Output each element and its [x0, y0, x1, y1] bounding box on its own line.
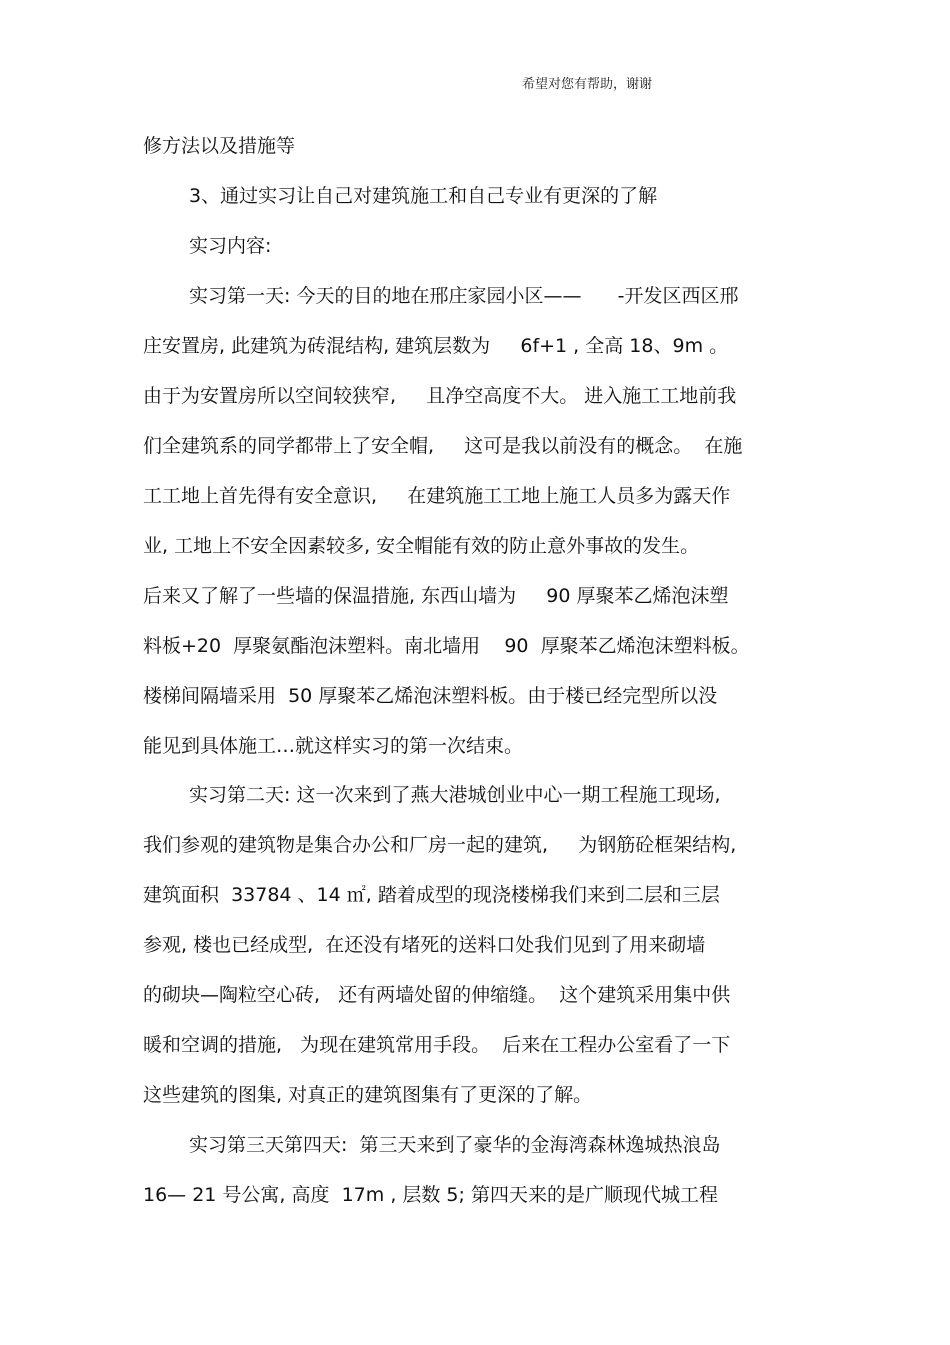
- text-line: 这些建筑的图集, 对真正的建筑图集有了更深的了解。: [143, 1084, 593, 1106]
- text-line: 们全建筑系的同学都带上了安全帽, 这可是我以前没有的概念。 在施: [143, 435, 743, 457]
- text-line: 料板+20 厚聚氨酯泡沫塑料。南北墙用 90 厚聚苯乙烯泡沫塑料板。: [143, 635, 750, 657]
- text-line: 修方法以及措施等: [143, 135, 296, 157]
- text-line: 后来又了解了一些墙的保温措施, 东西山墙为 90 厚聚苯乙烯泡沫塑: [143, 585, 729, 607]
- text-line: 我们参观的建筑物是集合办公和厂房一起的建筑, 为钢筋砼框架结构,: [143, 834, 737, 856]
- text-line: 建筑面积 33784 、14 ㎡, 踏着成型的现浇楼梯我们来到二层和三层: [143, 884, 720, 906]
- text-line: 工工地上首先得有安全意识, 在建筑施工工地上施工人员多为露天作: [143, 485, 731, 507]
- text-line: 3、通过实习让自己对建筑施工和自己专业有更深的了解: [189, 185, 658, 207]
- text-line: 由于为安置房所以空间较狭窄, 且净空高度不大。 进入施工工地前我: [143, 385, 737, 407]
- text-line: 暖和空调的措施, 为现在建筑常用手段。 后来在工程办公室看了一下: [143, 1034, 731, 1056]
- text-line: 的砌块—陶粒空心砖, 还有两墙处留的伸缩缝。 这个建筑采用集中供: [143, 984, 731, 1006]
- text-line: 16— 21 号公寓, 高度 17m , 层数 5; 第四天来的是广顺现代城工程: [143, 1184, 718, 1206]
- text-line: 庄安置房, 此建筑为砖混结构, 建筑层数为 6f+1 , 全高 18、9m 。: [143, 335, 729, 357]
- text-line: 能见到具体施工…就这样实习的第一次结束。: [143, 735, 524, 757]
- text-line: 实习第三天第四天: 第三天来到了豪华的金海湾森林逸城热浪岛: [189, 1134, 721, 1156]
- page-header: 希望对您有帮助，谢谢: [522, 77, 653, 92]
- text-line: 参观, 楼也已经成型, 在还没有堵死的送料口处我们见到了用来砌墙: [143, 934, 706, 956]
- text-line: 楼梯间隔墙采用 50 厚聚苯乙烯泡沫塑料板。由于楼已经完型所以没: [143, 685, 718, 707]
- text-line: 实习第二天: 这一次来到了燕大港城创业中心一期工程施工现场,: [189, 784, 721, 806]
- text-line: 实习第一天: 今天的目的地在邢庄家园小区—— -开发区西区邢: [189, 285, 739, 307]
- text-line: 实习内容:: [189, 235, 272, 257]
- text-line: 业, 工地上不安全因素较多, 安全帽能有效的防止意外事故的发生。: [143, 535, 700, 557]
